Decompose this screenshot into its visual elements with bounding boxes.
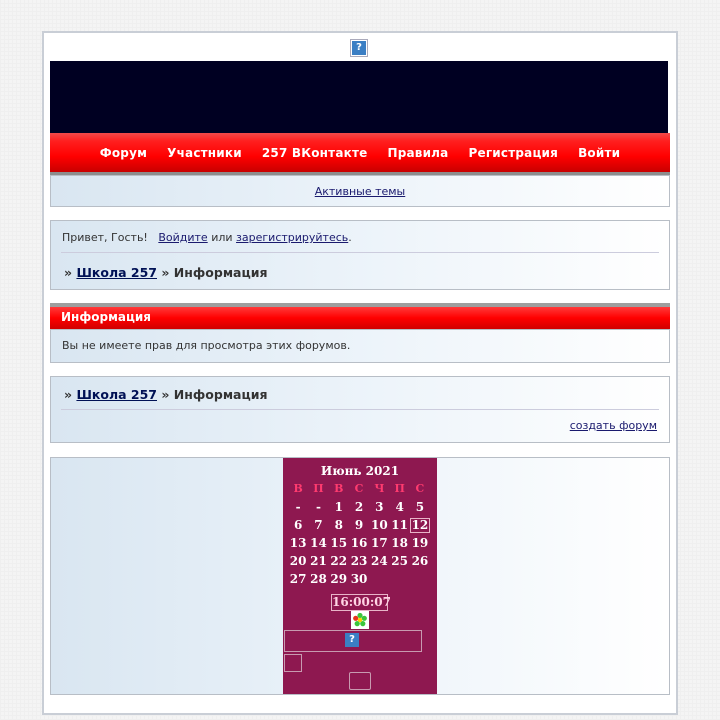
calendar-day[interactable]: 10 xyxy=(370,518,388,532)
main-nav xyxy=(50,133,670,175)
calendar-day[interactable]: 5 xyxy=(415,500,425,514)
calendar-day[interactable]: 28 xyxy=(310,572,327,586)
calendar-day[interactable]: 14 xyxy=(310,536,327,550)
nav-rules[interactable]: Правила xyxy=(387,146,449,160)
calendar-day[interactable]: 25 xyxy=(391,554,408,568)
weekday-label: П xyxy=(313,482,324,495)
nav-vkontakte[interactable]: 257 ВКонтакте xyxy=(261,146,368,160)
calendar-day[interactable]: 17 xyxy=(370,536,388,550)
calendar-day[interactable]: 23 xyxy=(350,554,368,568)
calendar-day[interactable]: 18 xyxy=(391,536,408,550)
greeting-text: Привет, Гость! xyxy=(62,231,148,244)
calendar-weekdays xyxy=(288,482,432,495)
info-message xyxy=(50,329,670,363)
weekday-label: С xyxy=(354,482,364,495)
clock-display: 16:00:07 xyxy=(332,595,391,609)
calendar-day[interactable]: 6 xyxy=(293,518,303,532)
calendar-day-today[interactable]: 12 xyxy=(411,518,429,532)
weekday-label: П xyxy=(394,482,405,495)
nav-login[interactable]: Войти xyxy=(578,146,621,160)
calendar-day[interactable]: 7 xyxy=(314,518,323,532)
calendar-day[interactable]: 24 xyxy=(370,554,388,568)
breadcrumb xyxy=(64,265,268,280)
calendar-day[interactable]: 15 xyxy=(330,536,348,550)
greeting-line xyxy=(62,231,352,244)
calendar-day[interactable]: 9 xyxy=(354,518,364,532)
breadcrumb-forum-link[interactable]: Школа 257 xyxy=(76,265,157,280)
calendar-day[interactable]: 26 xyxy=(411,554,429,568)
calendar-day[interactable]: 27 xyxy=(289,572,307,586)
calendar-day[interactable]: 2 xyxy=(354,500,364,514)
calendar-day[interactable]: 20 xyxy=(289,554,307,568)
calendar-day xyxy=(410,572,430,586)
greeting-period: . xyxy=(348,231,352,244)
calendar-day[interactable]: 13 xyxy=(289,536,307,550)
breadcrumb-separator: » xyxy=(161,265,170,280)
help-icon[interactable] xyxy=(344,632,360,648)
active-topics-link[interactable]: Активные темы xyxy=(314,184,406,198)
calendar-day[interactable]: 1 xyxy=(334,500,343,514)
help-icon-glyph: ? xyxy=(345,633,359,647)
info-message-text: Вы не имеете прав для просмотра этих форумов. xyxy=(62,339,351,352)
breadcrumb-current: Информация xyxy=(173,387,268,402)
image-placeholder xyxy=(284,654,302,672)
calendar-day[interactable]: 8 xyxy=(334,518,343,532)
flower-icon-svg xyxy=(352,612,368,628)
calendar-day[interactable]: 21 xyxy=(310,554,327,568)
info-header: Информация xyxy=(50,303,670,329)
site-banner xyxy=(50,61,670,133)
help-icon[interactable] xyxy=(350,39,368,57)
weekday-label: В xyxy=(293,482,303,495)
divider xyxy=(61,409,659,410)
calendar-week xyxy=(288,554,432,568)
calendar-day: - xyxy=(295,500,301,514)
calendar-week xyxy=(288,500,432,514)
calendar-day[interactable]: 16 xyxy=(350,536,368,550)
calendar-day[interactable]: 29 xyxy=(330,572,348,586)
greeting-box xyxy=(50,220,670,290)
greeting-or: или xyxy=(211,231,233,244)
footer-box xyxy=(50,457,670,695)
calendar-day xyxy=(369,572,389,586)
breadcrumb-separator: » xyxy=(64,265,73,280)
weekday-label: Ч xyxy=(374,482,385,495)
nav-members[interactable]: Участники xyxy=(167,146,242,160)
weekday-label: С xyxy=(415,482,425,495)
calendar-week xyxy=(288,536,432,550)
active-topics-bar xyxy=(50,175,670,207)
login-link[interactable]: Войдите xyxy=(158,231,208,244)
nav-forum[interactable]: Форум xyxy=(99,146,148,160)
create-forum-link[interactable]: создать форум xyxy=(569,419,657,432)
breadcrumb-current: Информация xyxy=(173,265,268,280)
calendar-day[interactable]: 19 xyxy=(411,536,429,550)
calendar-day[interactable]: 22 xyxy=(330,554,348,568)
calendar-day xyxy=(389,572,409,586)
bottom-nav-box xyxy=(50,376,670,443)
weekday-label: В xyxy=(334,482,344,495)
flower-icon[interactable] xyxy=(351,611,369,629)
calendar-week xyxy=(288,518,432,533)
calendar-day[interactable]: 30 xyxy=(350,572,368,586)
calendar-week xyxy=(288,572,432,586)
help-icon-glyph: ? xyxy=(352,41,366,55)
page-container xyxy=(42,31,678,715)
calendar-day[interactable]: 3 xyxy=(375,500,384,514)
breadcrumb-separator: » xyxy=(64,387,73,402)
calendar-title: Июнь 2021 xyxy=(320,464,400,478)
calendar-day[interactable]: 11 xyxy=(391,518,408,532)
calendar-widget xyxy=(283,458,437,694)
breadcrumb-bottom xyxy=(64,387,268,402)
button-placeholder[interactable] xyxy=(349,672,371,690)
calendar-day[interactable]: 4 xyxy=(395,500,404,514)
divider xyxy=(61,252,659,253)
calendar-day: - xyxy=(315,500,321,514)
nav-register[interactable]: Регистрация xyxy=(468,146,559,160)
register-link[interactable]: зарегистрируйтесь xyxy=(236,231,349,244)
breadcrumb-separator: » xyxy=(161,387,170,402)
breadcrumb-forum-link[interactable]: Школа 257 xyxy=(76,387,157,402)
